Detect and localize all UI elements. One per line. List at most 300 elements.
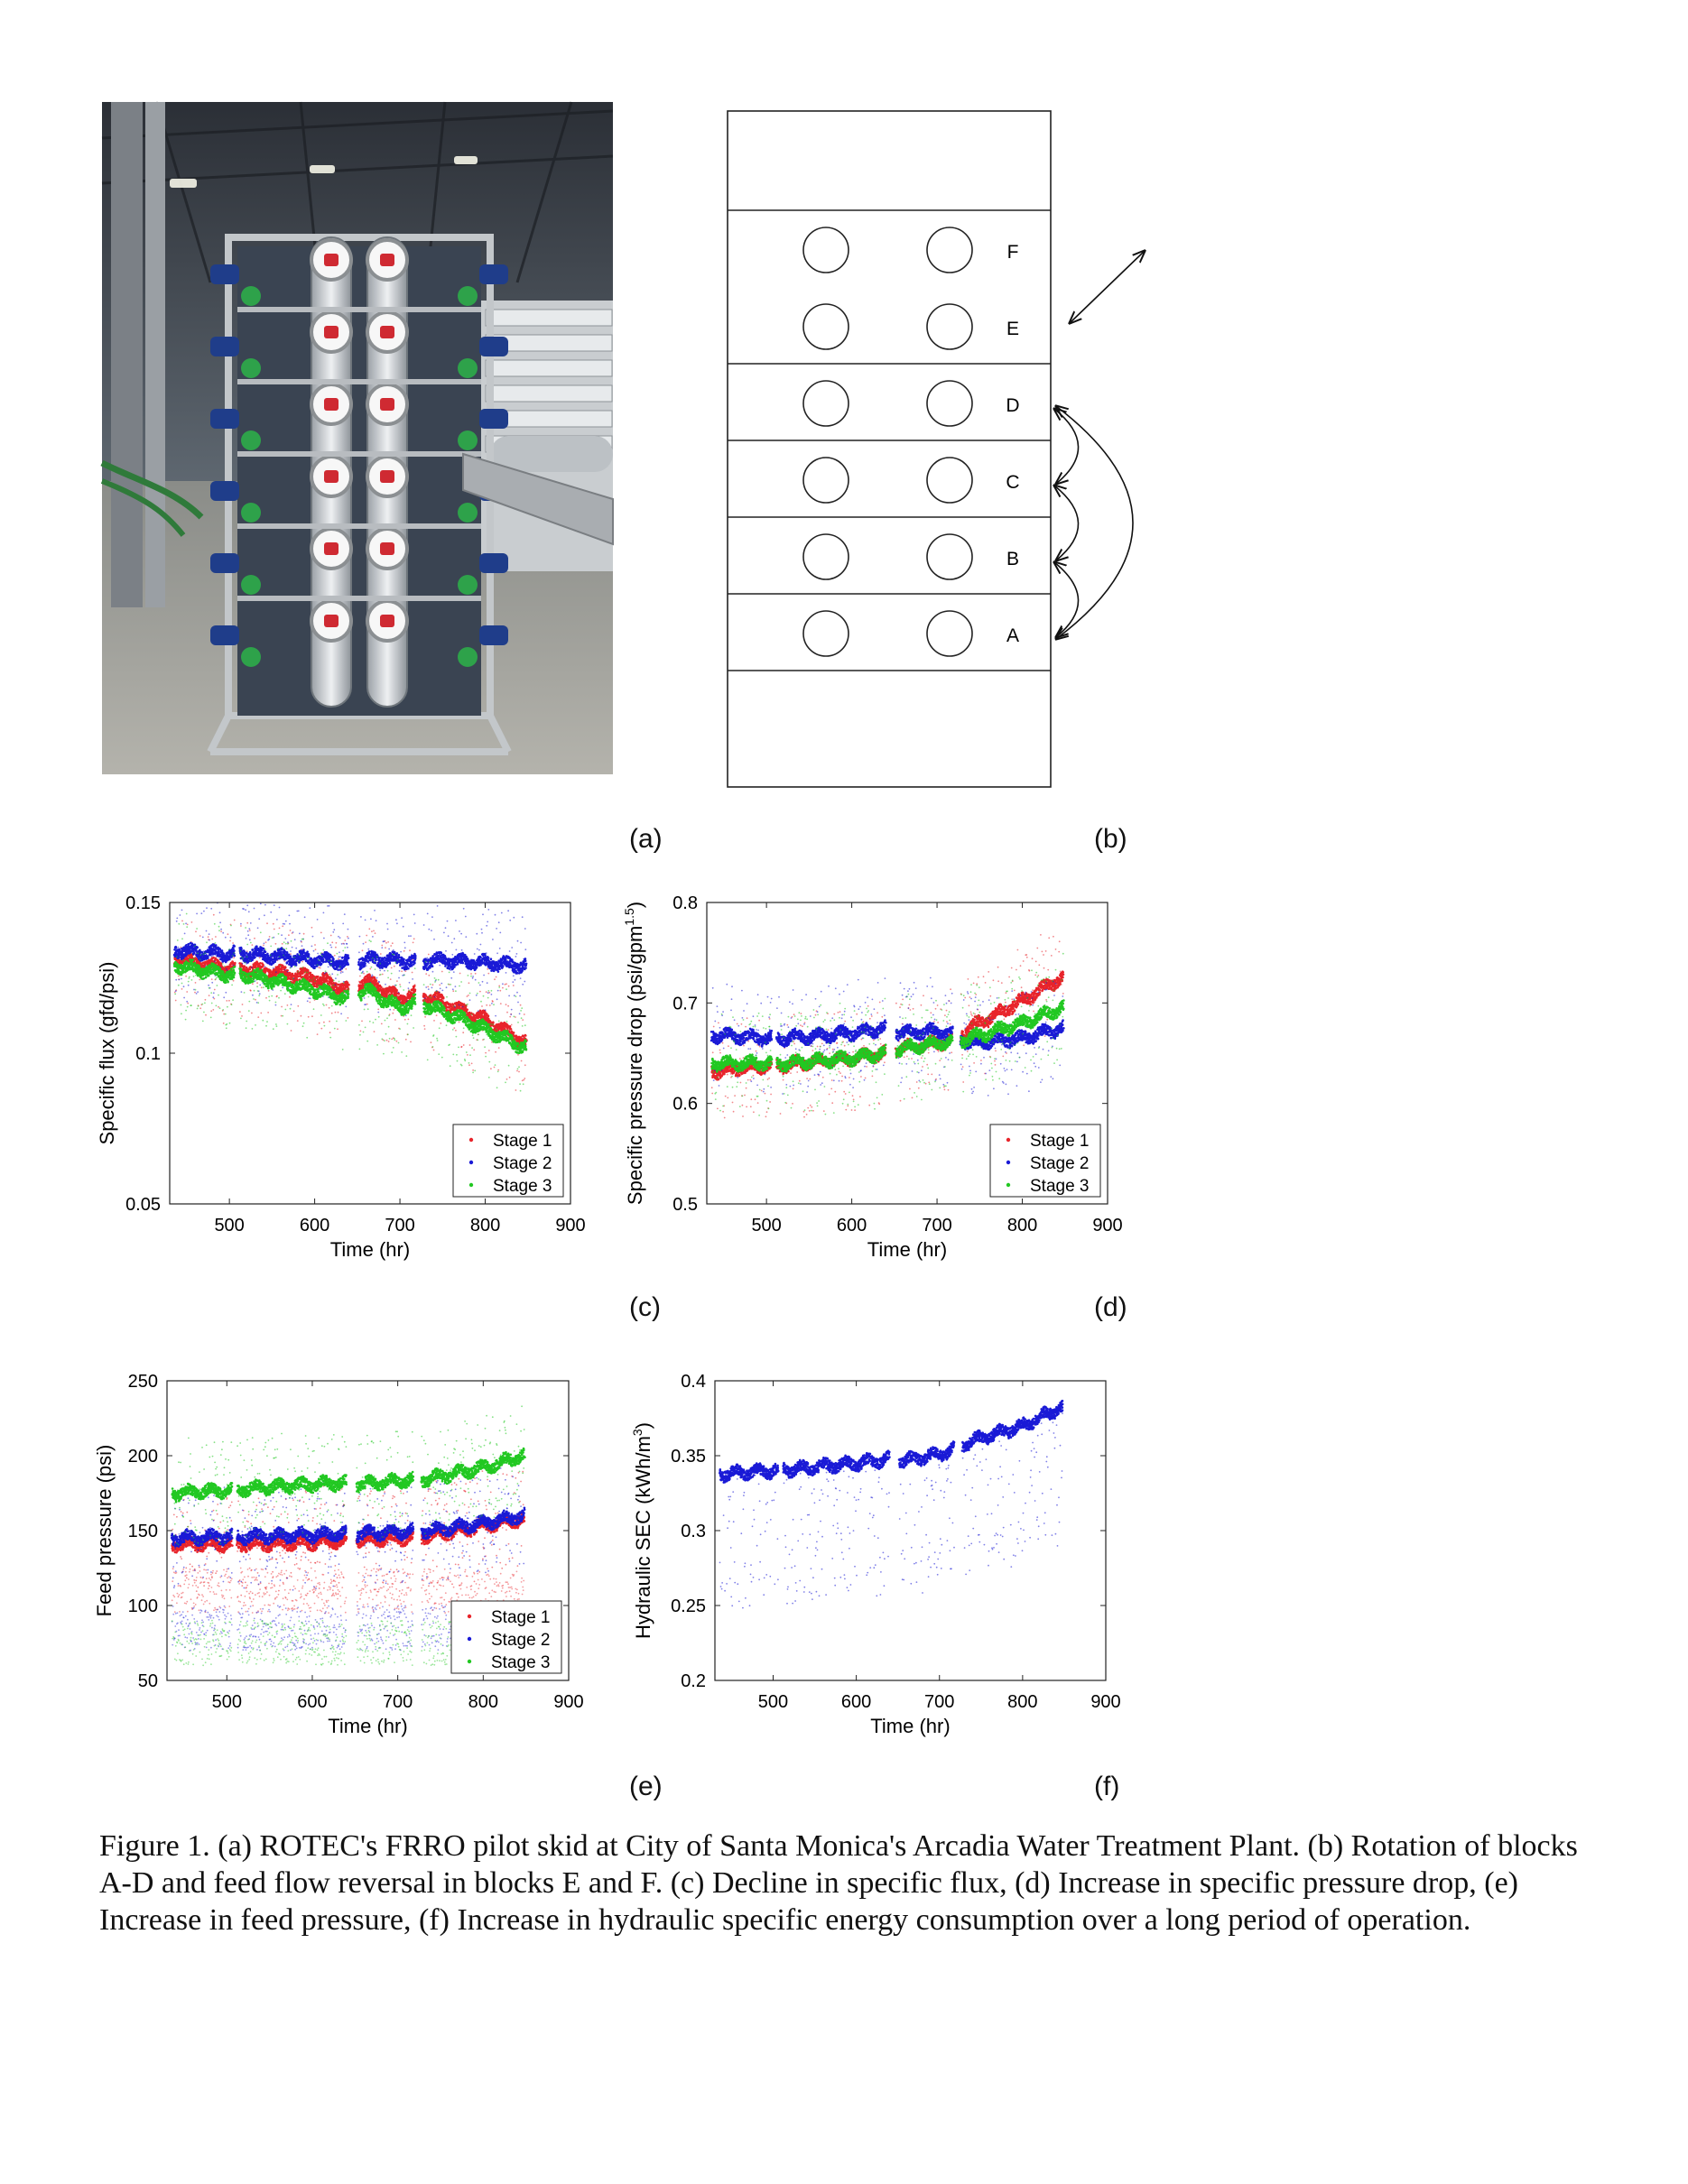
data-point [473,960,476,963]
data-point [337,1028,339,1030]
data-point [227,933,229,935]
data-point [284,969,286,971]
data-point [371,976,373,977]
data-point [455,920,457,921]
data-point [284,966,286,967]
data-point [218,1006,219,1008]
data-point [283,923,284,925]
data-point [505,972,507,974]
data-point [491,1003,493,1004]
data-point [524,1064,526,1066]
data-point [409,949,411,951]
data-point [289,996,291,998]
block-label-d: D [1006,395,1019,416]
data-point [265,941,267,943]
data-point [392,1013,394,1014]
data-point [211,978,213,980]
data-point [195,930,197,932]
data-point [175,990,177,992]
data-point [313,950,315,952]
data-point [323,912,325,914]
data-point [515,1016,516,1018]
data-point [381,947,383,949]
data-point [455,1030,457,1032]
data-point [292,973,294,976]
data-point [211,939,213,940]
data-point [366,935,367,937]
data-point [376,977,378,979]
data-point [181,988,183,990]
data-point [365,941,366,943]
data-point [199,1007,201,1009]
data-point [242,1004,244,1005]
data-point [332,931,334,933]
data-point [441,971,443,973]
scatter-points [173,902,528,1092]
data-point [493,961,496,964]
data-point [392,942,394,944]
data-point [249,968,252,971]
data-point [258,918,260,920]
data-point [264,904,266,906]
data-point [332,958,335,960]
data-point [345,968,347,970]
data-point [522,916,524,918]
data-point [370,918,372,920]
data-point [267,1012,269,1013]
rotation-arrows [1054,406,1133,639]
data-point [182,957,185,959]
data-point [341,957,344,959]
data-point [399,984,401,986]
data-point [432,971,434,973]
panel-label-c: (c) [629,1292,661,1323]
data-point [348,957,350,959]
data-point [329,977,332,980]
data-point [264,966,266,967]
data-point [468,1064,470,1066]
data-point [360,1031,362,1032]
data-point [337,968,339,971]
data-point [177,947,179,949]
data-point [403,926,404,928]
data-point [379,970,381,972]
data-point [243,967,246,969]
data-point [380,986,383,989]
data-point [393,1009,394,1011]
data-point [374,1031,376,1032]
data-point [184,933,186,935]
data-point [440,988,441,990]
data-point [509,1025,512,1028]
data-point [249,930,251,931]
data-point [487,968,488,970]
data-point [257,1016,259,1018]
data-point [244,950,246,953]
data-point [309,907,311,909]
data-point [382,987,385,990]
data-point [263,948,265,950]
data-point [414,984,416,986]
data-point [270,912,272,913]
data-point [381,1023,383,1025]
data-point [516,1070,518,1072]
data-point [292,947,293,949]
data-point [365,920,366,921]
data-point [391,1039,393,1041]
data-point [404,970,406,972]
data-point [506,1078,508,1080]
data-point [385,942,387,944]
data-point [368,962,370,964]
data-point [301,1015,302,1017]
data-point [215,936,217,938]
data-point [433,1020,435,1022]
data-point [329,905,330,907]
data-point [423,924,425,926]
data-point [261,986,263,988]
data-point [409,982,411,984]
data-point [520,942,522,944]
data-point [212,1009,214,1011]
data-point [506,1012,508,1013]
data-point [492,939,494,940]
data-point [451,942,453,944]
data-point [301,945,303,947]
data-point [220,930,222,932]
data-point [407,967,410,970]
data-point [240,925,242,927]
data-point [509,1077,511,1078]
data-point [396,922,398,924]
data-point [390,945,392,947]
data-point [254,908,255,910]
data-point [304,916,306,918]
data-point [431,930,432,931]
data-point [317,953,319,955]
data-point [339,956,340,958]
data-point [320,989,321,991]
data-point [412,972,413,974]
data-point [455,986,457,987]
data-point [387,929,389,930]
data-point [460,933,462,935]
data-point [228,1000,230,1002]
data-point [212,996,214,998]
data-point [385,947,386,949]
data-point [492,1022,495,1024]
data-point [488,1050,490,1051]
data-point [480,1013,483,1016]
data-point [379,957,382,959]
data-point [428,929,430,930]
data-point [322,958,325,961]
data-point [482,981,484,983]
data-point [213,992,215,994]
data-point [485,1009,487,1011]
data-point [441,983,442,985]
data-point [283,923,285,925]
data-point [366,1004,368,1005]
data-point [514,995,515,996]
data-point [343,943,345,945]
data-point [274,929,275,930]
data-point [281,968,283,971]
data-point [282,943,283,945]
data-point [275,1004,277,1006]
data-point [230,937,232,939]
data-point [188,985,190,986]
data-point [438,955,441,958]
data-point [469,999,471,1001]
data-point [481,929,483,930]
data-point [509,1016,511,1018]
data-point [519,995,521,997]
data-point [178,976,180,977]
data-point [311,927,313,929]
data-point [329,976,331,977]
data-point [414,955,417,958]
data-point [175,947,178,949]
data-point [505,984,506,986]
data-point [273,923,274,925]
data-point [497,1069,499,1071]
data-point [375,962,377,965]
data-point [396,980,398,982]
data-point [459,1022,460,1023]
data-point [347,936,348,938]
data-point [371,930,373,932]
data-point [498,986,500,987]
data-point [468,982,470,984]
data-point [467,1054,468,1056]
data-point [298,911,300,912]
data-point [457,963,459,966]
data-point [505,1004,507,1005]
data-point [259,985,261,986]
data-point [487,1015,490,1018]
data-point [287,941,289,943]
data-point [398,956,401,958]
data-point [401,917,403,919]
data-point [299,933,301,935]
data-point [219,921,221,923]
data-point [175,1000,177,1002]
data-point [326,979,329,982]
data-point [264,914,265,916]
data-point [213,914,215,916]
data-point [462,962,465,965]
data-point [496,968,499,971]
data-point [394,966,395,967]
data-point [447,921,449,922]
data-point [508,986,510,987]
data-point [344,939,346,941]
data-point [347,947,348,949]
data-point [181,910,183,912]
data-point [487,921,488,923]
data-point [327,905,329,907]
data-point [310,972,312,975]
data-point [226,968,227,970]
data-point [377,1009,379,1011]
data-point [376,953,378,955]
data-point [468,995,469,996]
data-point [500,1003,502,1004]
data-point [511,1009,513,1011]
data-point [424,994,427,996]
data-point [359,936,361,938]
data-point [509,920,511,921]
data-point [483,975,485,976]
data-point [205,1014,207,1016]
data-point [360,916,362,918]
data-point [246,938,247,939]
data-point [491,994,493,995]
data-point [225,992,227,994]
data-point [389,962,392,965]
data-point [340,971,342,973]
data-point [275,971,277,973]
data-point [329,944,331,946]
data-point [388,949,390,950]
data-point [521,1038,524,1041]
data-point [335,1012,337,1013]
data-point [307,1000,309,1002]
data-point [378,981,380,983]
data-point [521,969,524,972]
data-point [208,936,209,938]
data-point [287,971,289,973]
data-point [199,935,201,937]
data-point [273,937,274,939]
data-point [389,1009,391,1011]
data-point [451,954,453,956]
data-point [261,949,264,952]
data-point [255,980,256,982]
data-point [376,920,377,921]
data-point [524,1078,525,1079]
data-point [512,981,514,983]
data-point [249,939,251,941]
data-point [424,1016,426,1018]
data-point [523,1079,524,1081]
data-point [191,921,193,923]
data-point [243,908,245,910]
data-point [395,919,397,921]
data-point [428,988,430,990]
data-point [408,1019,410,1021]
data-point [400,951,402,953]
data-point [248,911,250,912]
data-point [225,937,227,939]
data-point [368,950,371,953]
data-point [485,1052,487,1054]
data-point [223,996,225,998]
data-point [214,989,216,991]
data-point [320,967,321,969]
data-point [425,986,427,988]
data-point [368,958,371,961]
data-point [175,979,177,981]
panel-label-d: (d) [1094,1292,1127,1323]
data-point [311,946,313,948]
data-point [502,987,504,989]
data-point [472,976,474,977]
data-point [498,921,500,923]
data-point [206,907,208,909]
data-point [276,919,278,921]
data-point [348,929,349,930]
data-point [199,979,200,981]
data-point [295,963,298,966]
data-point [448,935,450,937]
data-point [268,990,270,992]
data-point [496,952,498,954]
data-point [476,967,478,969]
block-label-b: B [1006,549,1019,569]
data-point [396,1041,398,1042]
data-point [205,999,207,1001]
data-point [445,927,447,929]
data-point [390,978,392,980]
data-point [423,1025,425,1027]
data-point [488,992,490,994]
data-point [185,976,187,977]
data-point [308,1016,310,1018]
data-point [251,1013,253,1014]
data-point [187,1003,189,1004]
data-point [200,912,202,914]
data-point [210,908,212,910]
data-point [410,935,412,937]
data-point [461,949,463,951]
data-point [393,949,394,951]
data-point [513,1032,515,1034]
data-point [481,1005,483,1007]
data-point [242,963,244,965]
data-point [507,1005,509,1007]
data-point [516,992,518,994]
data-point [413,990,416,993]
data-point [331,1013,333,1014]
data-point [289,915,291,917]
data-point [241,1015,243,1017]
data-point [398,954,401,957]
data-point [209,939,210,941]
data-point [507,910,509,912]
data-point [339,937,341,939]
data-point [414,922,416,924]
data-point [320,1028,322,1030]
data-point [342,923,344,925]
data-point [453,1027,455,1029]
data-point [394,951,396,954]
data-point [461,1046,463,1048]
data-point [487,973,489,975]
data-point [195,982,197,984]
data-point [452,990,454,992]
data-point [459,1004,460,1006]
data-point [255,999,256,1001]
data-point [474,953,476,955]
data-point [487,909,489,911]
series-2-points [173,902,528,1017]
data-point [487,982,488,984]
panel-label-f: (f) [1094,1772,1119,1802]
data-point [232,942,234,944]
data-point [386,923,388,925]
